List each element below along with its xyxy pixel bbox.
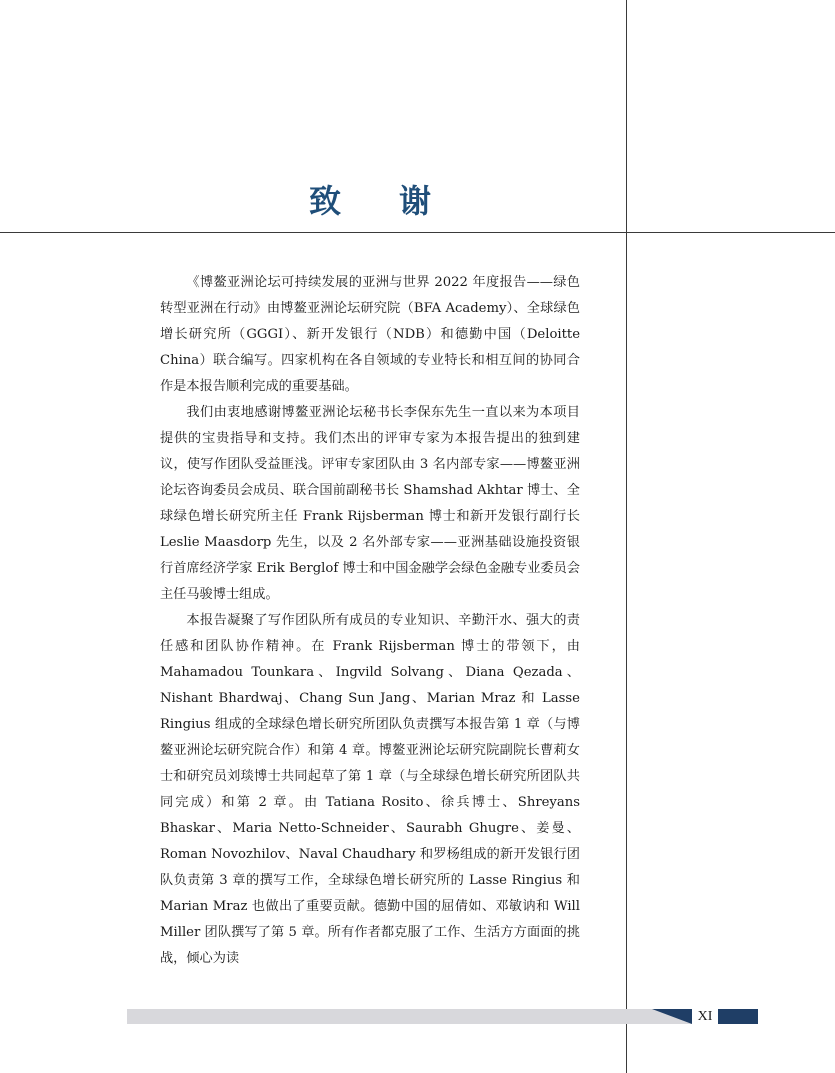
page-title bbox=[160, 176, 580, 222]
paragraph-1: 《博鳌亚洲论坛可持续发展的亚洲与世界 2022 年度报告——绿色转型亚洲在行动》由博鳌亚洲论坛研究院（BFA Academy）、全球绿色增长研究所（GGGI）、新开发银行（NDB）和德勤中国（Deloitte China）联合编写。四家机构在各自领域的专业特长和相互间的协同合作是本报告顺利完成的重要基础。 bbox=[160, 275, 580, 394]
page-number: XI bbox=[692, 1007, 718, 1026]
title-char-2: 谢 bbox=[399, 182, 432, 220]
paragraph-3: 本报告凝聚了写作团队所有成员的专业知识、辛勤汗水、强大的责任感和团队协作精神。在 Frank Rijsberman 博士的带领下，由 Mahamadou Tounkara、Ingvild Solvang、Diana Qezada、Nishant Bhardwaj、Chang Sun Jang、Marian Mraz 和 Lasse Ringius 组成的全球绿色增长研究所团队负责撰写本报告第 1 章（与博鳌亚洲论坛研究院合作）和第 4 章。博鳌亚洲论坛研究院副院长曹莉女士和研究员刘琰博士共同起草了第 1 章（与全球绿色增长研究所团队共同完成）和第 2 章。由 Tatiana Rosito、徐兵博士、Shreyans Bhaskar、Maria Netto-Schneider、Saurabh Ghugre、姜曼、Roman Novozhilov、Naval Chaudhary 和罗杨组成的新开发银行团队负责第 3 章的撰写工作，全球绿色增长研究所的 Lasse Ringius 和 Marian Mraz 也做出了重要贡献。德勤中国的屈倩如、邓敏讷和 Will Miller 团队撰写了第 5 章。所有作者都克服了工作、生活方方面面的挑战，倾心为读 bbox=[160, 613, 580, 966]
acknowledgement-body bbox=[160, 270, 580, 972]
footer-block bbox=[718, 1009, 758, 1024]
paragraph-2: 我们由衷地感谢博鳌亚洲论坛秘书长李保东先生一直以来为本项目提供的宝贵指导和支持。我们杰出的评审专家为本报告提出的独到建议，使写作团队受益匪浅。评审专家团队由 3 名内部专家——博鳌亚洲论坛咨询委员会成员、联合国前副秘书长 Shamshad Akhtar 博士、全球绿色增长研究所主任 Frank Rijsberman 博士和新开发银行副行长 Leslie Maasdorp 先生，以及 2 名外部专家——亚洲基础设施投资银行首席经济学家 Erik Berglof 博士和中国金融学会绿色金融专业委员会主任马骏博士组成。 bbox=[160, 405, 580, 602]
footer-bar bbox=[127, 1009, 693, 1024]
footer-wedge bbox=[652, 1009, 692, 1024]
vertical-rule bbox=[626, 0, 627, 1073]
title-char-1: 致 bbox=[308, 182, 341, 220]
horizontal-rule bbox=[0, 232, 835, 233]
